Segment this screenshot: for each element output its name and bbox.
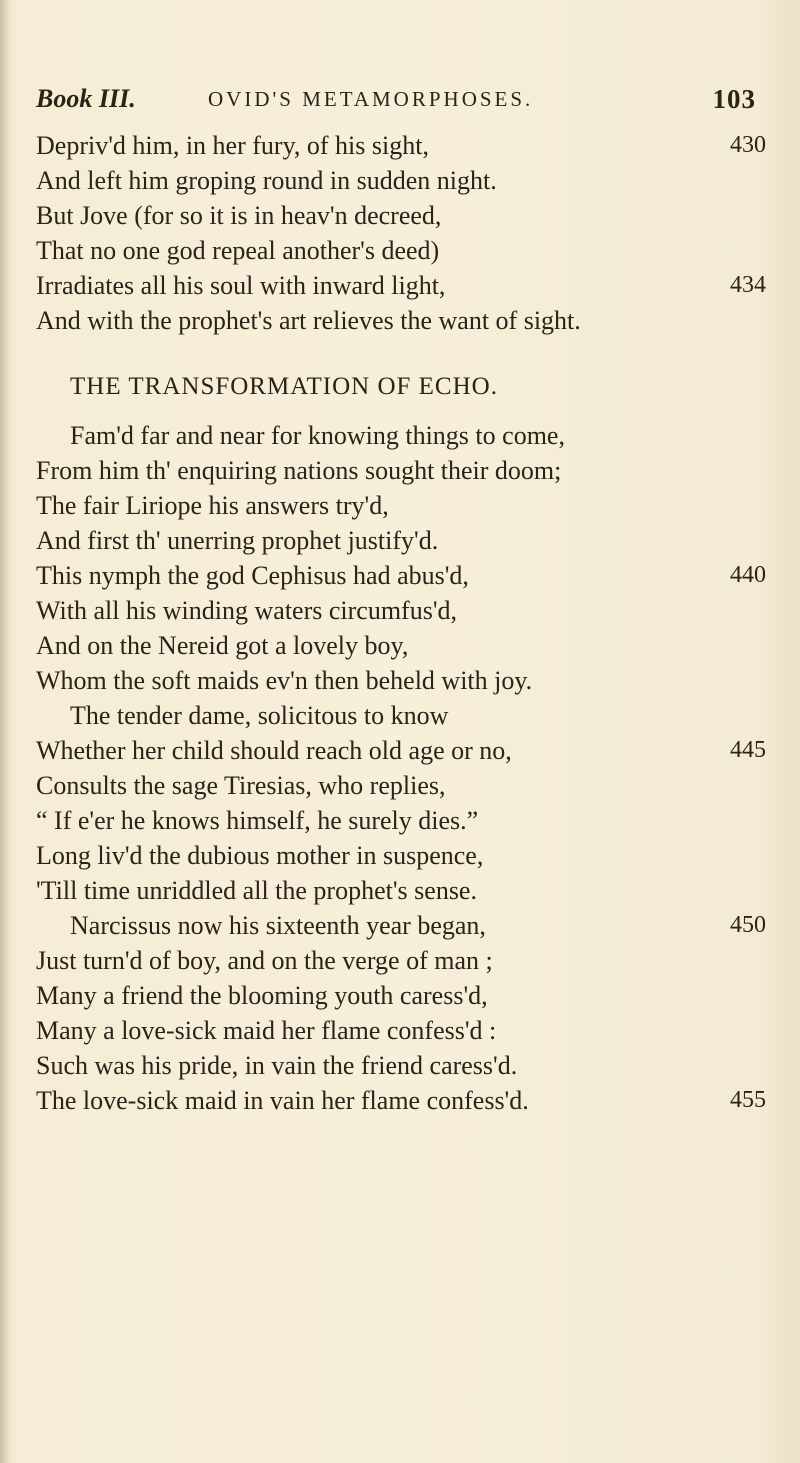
verse-line bbox=[36, 628, 766, 663]
verse-text: That no one god repeal another's deed) bbox=[36, 236, 440, 265]
verse-line bbox=[36, 233, 766, 268]
verse-text: Just turn'd of boy, and on the verge of man ; bbox=[36, 946, 493, 975]
book-label: Book III. bbox=[36, 84, 136, 113]
verse-line bbox=[36, 523, 766, 558]
line-number: 445 bbox=[730, 737, 766, 763]
verse-text: The fair Liriope his answers try'd, bbox=[36, 491, 389, 520]
verse-text: Whom the soft maids ev'n then beheld with joy. bbox=[36, 666, 533, 695]
verse-text: And with the prophet's art relieves the want of sight. bbox=[36, 306, 581, 335]
verse-text: Depriv'd him, in her fury, of his sight, bbox=[36, 131, 429, 160]
running-head bbox=[36, 84, 756, 124]
verse-text: And left him groping round in sudden night. bbox=[36, 166, 497, 195]
verse-text: From him th' enquiring nations sought their doom; bbox=[36, 456, 562, 485]
verse-line bbox=[36, 978, 766, 1013]
verse-line bbox=[36, 908, 766, 943]
spine-shadow bbox=[0, 0, 10, 1463]
line-number: 434 bbox=[730, 272, 766, 298]
verse-text: And first th' unerring prophet justify'd. bbox=[36, 526, 439, 555]
verse-line bbox=[36, 1083, 766, 1118]
verses-after-heading bbox=[36, 418, 766, 1118]
verse-text: Fam'd far and near for knowing things to come, bbox=[70, 421, 565, 450]
verse-line bbox=[36, 663, 766, 698]
verse-line bbox=[36, 698, 766, 733]
verse-text: Consults the sage Tiresias, who replies, bbox=[36, 771, 446, 800]
verse-line bbox=[36, 838, 766, 873]
verse-text: With all his winding waters circumfus'd, bbox=[36, 596, 458, 625]
verse-text: The tender dame, solicitous to know bbox=[70, 701, 449, 730]
verse-line bbox=[36, 303, 766, 338]
verse-text: Many a friend the blooming youth caress'd, bbox=[36, 981, 488, 1010]
verses-before-heading bbox=[36, 128, 766, 338]
verse-line bbox=[36, 558, 766, 593]
verse-text: Narcissus now his sixteenth year began, bbox=[70, 911, 486, 940]
verse-body bbox=[36, 128, 766, 1118]
verse-line bbox=[36, 803, 766, 838]
verse-text: The love-sick maid in vain her flame confess'd. bbox=[36, 1086, 529, 1115]
verse-line bbox=[36, 418, 766, 453]
verse-text: Many a love-sick maid her flame confess'd : bbox=[36, 1016, 497, 1045]
verse-text: And on the Nereid got a lovely boy, bbox=[36, 631, 409, 660]
work-title: OVID'S METAMORPHOSES. bbox=[208, 87, 534, 111]
verse-line bbox=[36, 733, 766, 768]
verse-line bbox=[36, 268, 766, 303]
line-number: 430 bbox=[730, 132, 766, 158]
verse-text: This nymph the god Cephisus had abus'd, bbox=[36, 561, 469, 590]
verse-line bbox=[36, 593, 766, 628]
verse-line bbox=[36, 768, 766, 803]
verse-line bbox=[36, 453, 766, 488]
section-heading: THE TRANSFORMATION OF ECHO. bbox=[70, 373, 498, 400]
page-number: 103 bbox=[712, 84, 756, 114]
verse-text: Whether her child should reach old age or no, bbox=[36, 736, 512, 765]
verse-text: Such was his pride, in vain the friend caress'd. bbox=[36, 1051, 518, 1080]
verse-line bbox=[36, 873, 766, 908]
line-number: 450 bbox=[730, 912, 766, 938]
verse-line bbox=[36, 943, 766, 978]
verse-line bbox=[36, 1048, 766, 1083]
verse-text: Long liv'd the dubious mother in suspence, bbox=[36, 841, 484, 870]
verse-line bbox=[36, 198, 766, 233]
verse-line bbox=[36, 488, 766, 523]
verse-line bbox=[36, 128, 766, 163]
line-number: 455 bbox=[730, 1087, 766, 1113]
verse-line bbox=[36, 1013, 766, 1048]
verse-text: But Jove (for so it is in heav'n decreed, bbox=[36, 201, 442, 230]
verse-text: 'Till time unriddled all the prophet's sense. bbox=[36, 876, 477, 905]
verse-text: “ If e'er he knows himself, he surely dies.” bbox=[36, 806, 479, 835]
verse-text: Irradiates all his soul with inward light, bbox=[36, 271, 446, 300]
verse-line bbox=[36, 163, 766, 198]
line-number: 440 bbox=[730, 562, 766, 588]
